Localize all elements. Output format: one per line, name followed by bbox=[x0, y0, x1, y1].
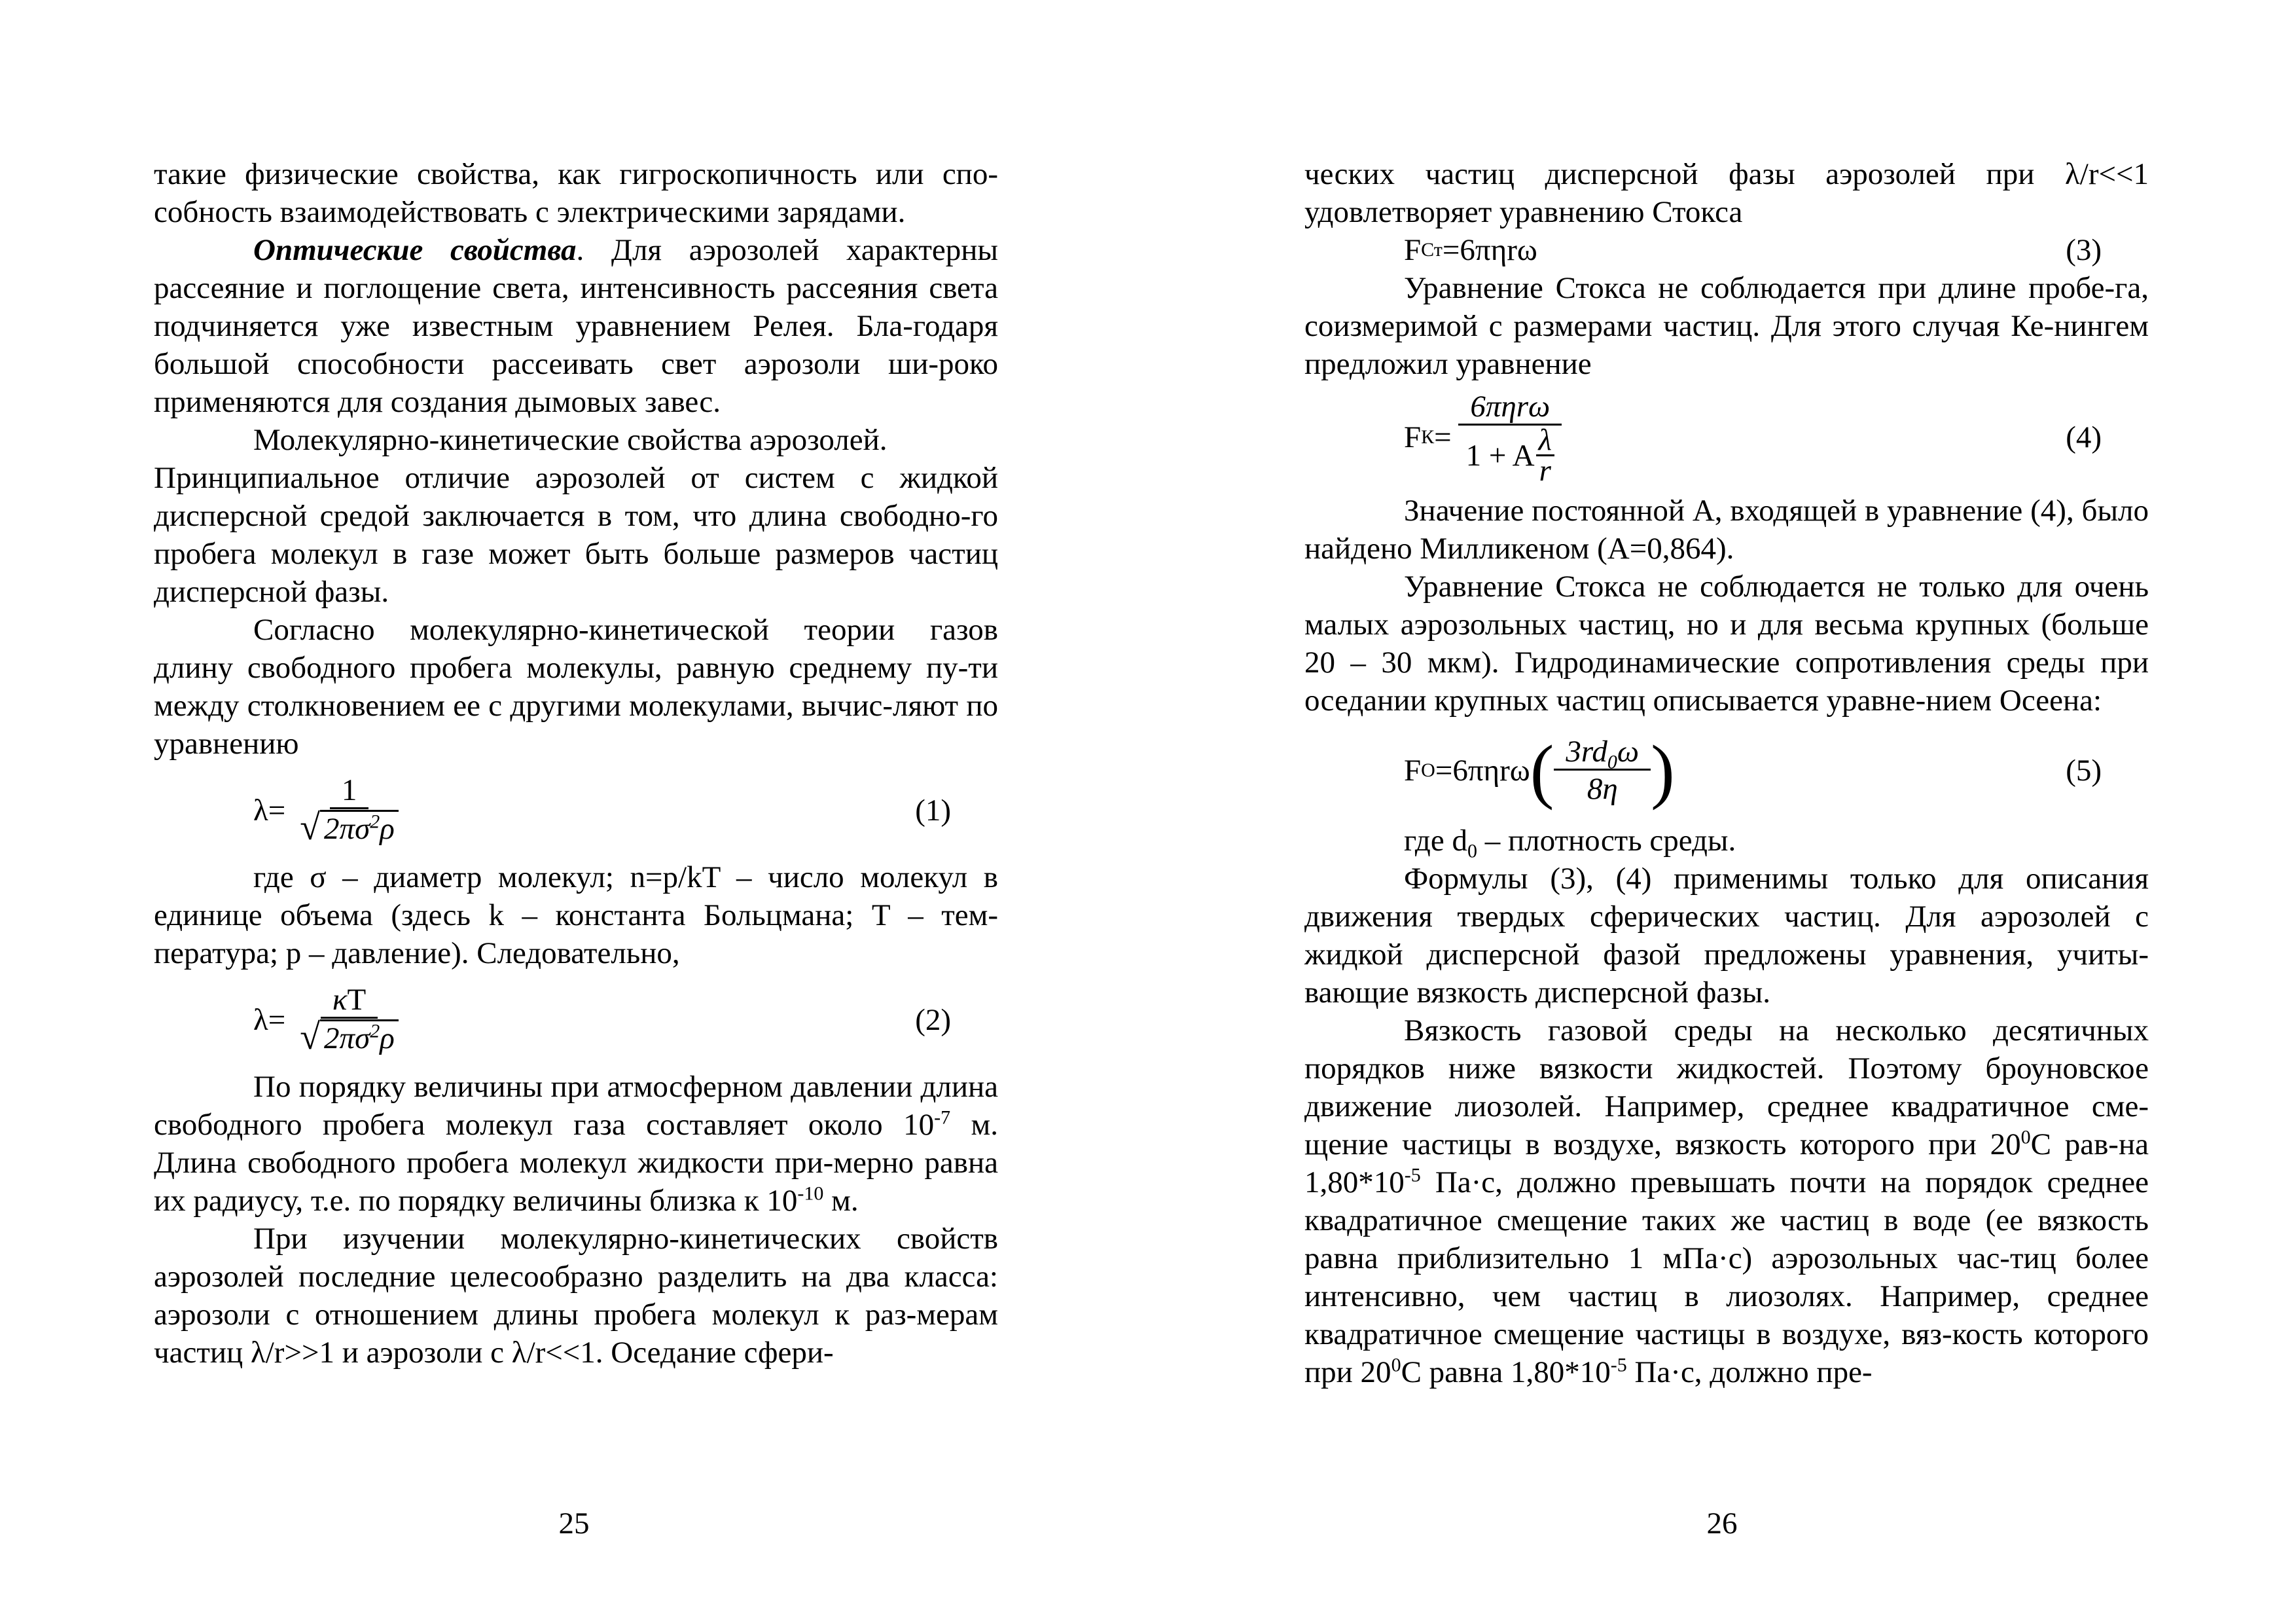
equation-number: (5) bbox=[2066, 754, 2102, 788]
paragraph: Значение постоянной A, входящей в уравнение (4), было найдено Милликеном (A=0,864). bbox=[1304, 494, 2149, 566]
paragraph: При изучении молекулярно-кинетических свойств аэрозолей последние целесообразно разделить на два класса: аэрозоли с отношением длины пробега молекул к раз-мерам частиц λ/r>>1 и аэрозоли с λ/r<<1. Оседание сфери- bbox=[154, 1222, 998, 1370]
eq5-fraction bbox=[1554, 735, 1651, 807]
equation-number: (2) bbox=[915, 1003, 951, 1037]
eq1-numerator: 1 bbox=[330, 773, 369, 809]
paragraph: Вязкость газовой среды на несколько десятичных порядков ниже вязкости жидкостей. Поэтому броуновское движение лиозолей. Например, среднее квадратичное сме-щение частицы в воздухе, вязкость которого при $20^0C$ рав-на $1,80*10^{-5}$ Па·с, должно превышать почти на порядок среднее квадратичное смещение таких же частиц в воде (ее вязкость равна приблизительно 1 мПа·с) аэрозольных час-тиц более интенсивно, чем частиц в лиозолях. Например, среднее квадратичное смещение частицы в воздухе, вяз-кость которого при $20^0C$ равна $1,80*10^{-5}$ Па·с, должно пре- bbox=[1304, 1013, 2149, 1389]
page-number: 25 bbox=[558, 1506, 590, 1541]
paragraph: Согласно молекулярно-кинетической теории газов длину свободного пробега молекулы, равную среднему пу-ти между столкновением ее с другими молекулами, вычис-ляют по уравнению bbox=[154, 613, 998, 761]
eq5-numerator: $3rd_0\omega$ bbox=[1554, 735, 1651, 771]
eq4-numerator: 6πηrω bbox=[1458, 390, 1562, 426]
section-heading-optics: Оптические свойства bbox=[253, 233, 577, 267]
equation-number: (4) bbox=[2066, 420, 2102, 454]
page-right bbox=[1148, 0, 2296, 1623]
right-paren: ) bbox=[1651, 731, 1675, 811]
left-text-column bbox=[154, 155, 998, 1372]
paragraph: где σ – диаметр молекул; n=p/kT – число молекул в единице объема (здесь k – константа Больцмана; T – тем-пература; p – давление). Следовательно, bbox=[154, 860, 998, 970]
paragraph: где $d_0$ – плотность среды. bbox=[1404, 824, 1736, 862]
sqrt-sign: √ $2\pi\sigma^2\rho$ bbox=[300, 809, 399, 846]
paragraph: Уравнение Стокса не соблюдается при длине пробе-га, соизмеримой с размерами частиц. Для этого случая Ке-нингем предложил уравнение bbox=[1304, 271, 2149, 381]
equation-2 bbox=[154, 977, 998, 1063]
equation-3: F Ст =6πηrω (3) bbox=[1304, 231, 2149, 269]
paragraph: Уравнение Стокса не соблюдается не только для очень малых аэрозольных частиц, но и для весьма крупных (больше 20 – 30 мкм). Гидродинамические сопротивления среды при оседании крупных частиц описывается уравне-нием Осеена: bbox=[1304, 570, 2149, 718]
eq2-fraction bbox=[288, 983, 410, 1057]
left-paren: ( bbox=[1530, 731, 1554, 811]
paragraph: ческих частиц дисперсной фазы аэрозолей при λ/r<<1 удовлетворяет уравнению Стокса bbox=[1304, 157, 2149, 229]
equation-number: (1) bbox=[915, 793, 951, 828]
paragraph: Принципиальное отличие аэрозолей от систем с жидкой дисперсной средой заключается в том, что длина свободно-го пробега молекул в газе может быть больше размеров частиц дисперсной фазы. bbox=[154, 461, 998, 609]
eq2-denominator bbox=[288, 1019, 410, 1057]
eq2-lhs: λ= bbox=[253, 1003, 286, 1037]
eq4-fraction bbox=[1454, 390, 1566, 488]
eq2-numerator: κT bbox=[321, 983, 378, 1019]
right-text-column bbox=[1304, 155, 2149, 1391]
page-number: 26 bbox=[1706, 1506, 1738, 1541]
eq1-lhs: λ= bbox=[253, 793, 286, 828]
eq1-fraction bbox=[288, 773, 410, 848]
optics-text: . Для аэрозолей характерны рассеяние и поглощение света, интенсивность рассеяния света подчиняется уже известным уравнением Релея. Бла-годаря большой способности рассеивать свет аэрозоли ши-роко применяются для создания дымовых завес. bbox=[154, 233, 998, 419]
paragraph: такие физические свойства, как гигроскопичность или спо-собность взаимодействовать с электрическими зарядами. bbox=[154, 157, 998, 229]
paragraph: Формулы (3), (4) применимы только для описания движения твердых сферических частиц. Для аэрозолей с жидкой дисперсной фазой предложены уравнения, учиты-вающие вязкость дисперсной фазы. bbox=[1304, 862, 2149, 1010]
equation-number: (3) bbox=[2066, 233, 2102, 267]
sqrt-sign: √ $2\pi\sigma^2\rho$ bbox=[300, 1019, 399, 1055]
equation-4: F К = 6πηrω 1 + A $\frac{\lambda}{r}$ (4) bbox=[1404, 390, 2102, 488]
paragraph: По порядку величины при атмосферном давлении длина свободного пробега молекул газа составляет около $10^{-7}$ м. Длина свободного пробега молекул жидкости при-мерно равна их радиусу, т.е. по порядку величины близка к $10^{-10}$ м. bbox=[154, 1070, 998, 1218]
eq4-denominator: 1 + A $\frac{\lambda}{r}$ bbox=[1454, 426, 1566, 485]
eq5-denominator: 8η bbox=[1587, 771, 1618, 806]
section-heading-molecular-kinetic: Молекулярно-кинетические свойства аэрозолей. bbox=[253, 423, 888, 457]
equation-1 bbox=[154, 768, 998, 853]
eq1-denominator bbox=[288, 809, 410, 848]
paragraph-optics bbox=[154, 231, 998, 421]
equation-5: F O =6πηrω ( $\frac{3rd_0\omega}{8\eta}$ ) (5) bbox=[1404, 731, 2102, 811]
